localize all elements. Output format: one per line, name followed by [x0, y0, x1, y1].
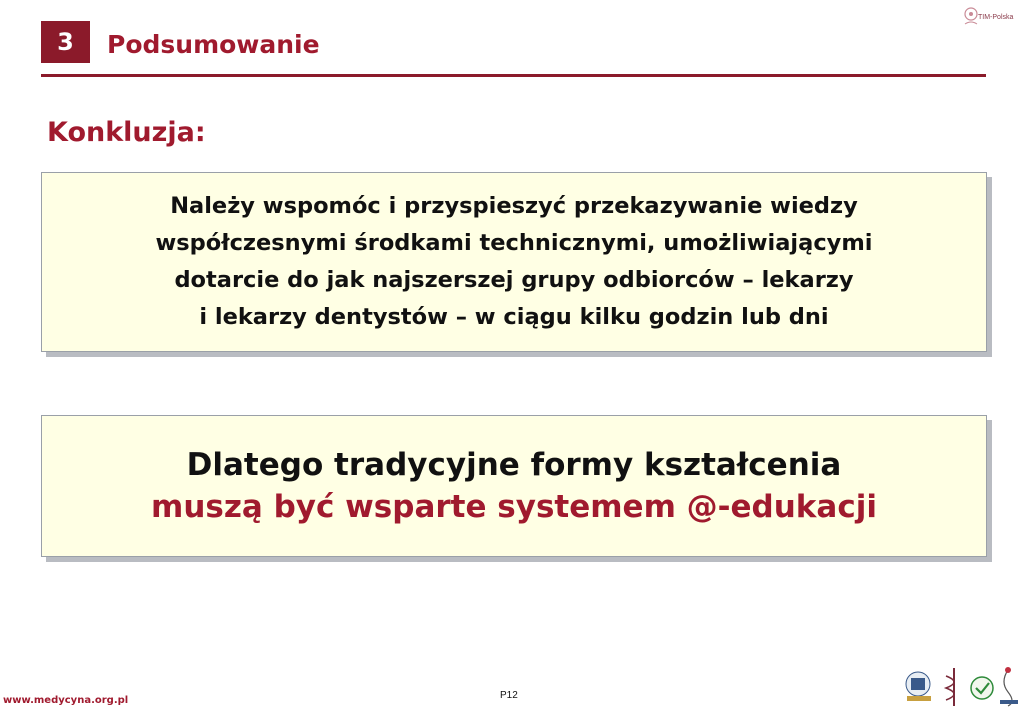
- statement-box: [41, 415, 987, 557]
- conclusion-line: dotarcie do jak najszerszej grupy odbiorców – lekarzy: [174, 267, 854, 293]
- medical-logo-icon: [1000, 667, 1018, 706]
- section-title: Podsumowanie: [107, 30, 320, 59]
- statement-line-2: muszą być wsparte systemem @-edukacji: [151, 489, 877, 525]
- conclusion-box: [41, 172, 987, 352]
- conclusion-line: współczesnymi środkami technicznymi, umożliwiającymi: [155, 230, 873, 256]
- conclusion-line: i lekarzy dentystów – w ciągu kilku godzin lub dni: [199, 304, 829, 330]
- title-divider: [41, 74, 986, 77]
- section-number-badge: 3: [41, 21, 90, 63]
- caduceus-logo-icon: [946, 668, 954, 706]
- conclusion-line: Należy wspomóc i przyspieszyć przekazywanie wiedzy: [170, 193, 858, 219]
- footer-url-link[interactable]: www.medycyna.org.pl: [3, 695, 129, 706]
- statement-line-1: Dlatego tradycyjne formy kształcenia: [186, 447, 842, 483]
- tim-polska-logo-label: TIM-Polska: [978, 14, 1014, 21]
- university-logo-icon: [906, 672, 931, 701]
- page-number: P12: [500, 690, 518, 701]
- conclusion-heading: Konkluzja:: [47, 117, 206, 148]
- partner-logos: [902, 662, 1022, 708]
- green-emblem-logo-icon: [971, 677, 993, 699]
